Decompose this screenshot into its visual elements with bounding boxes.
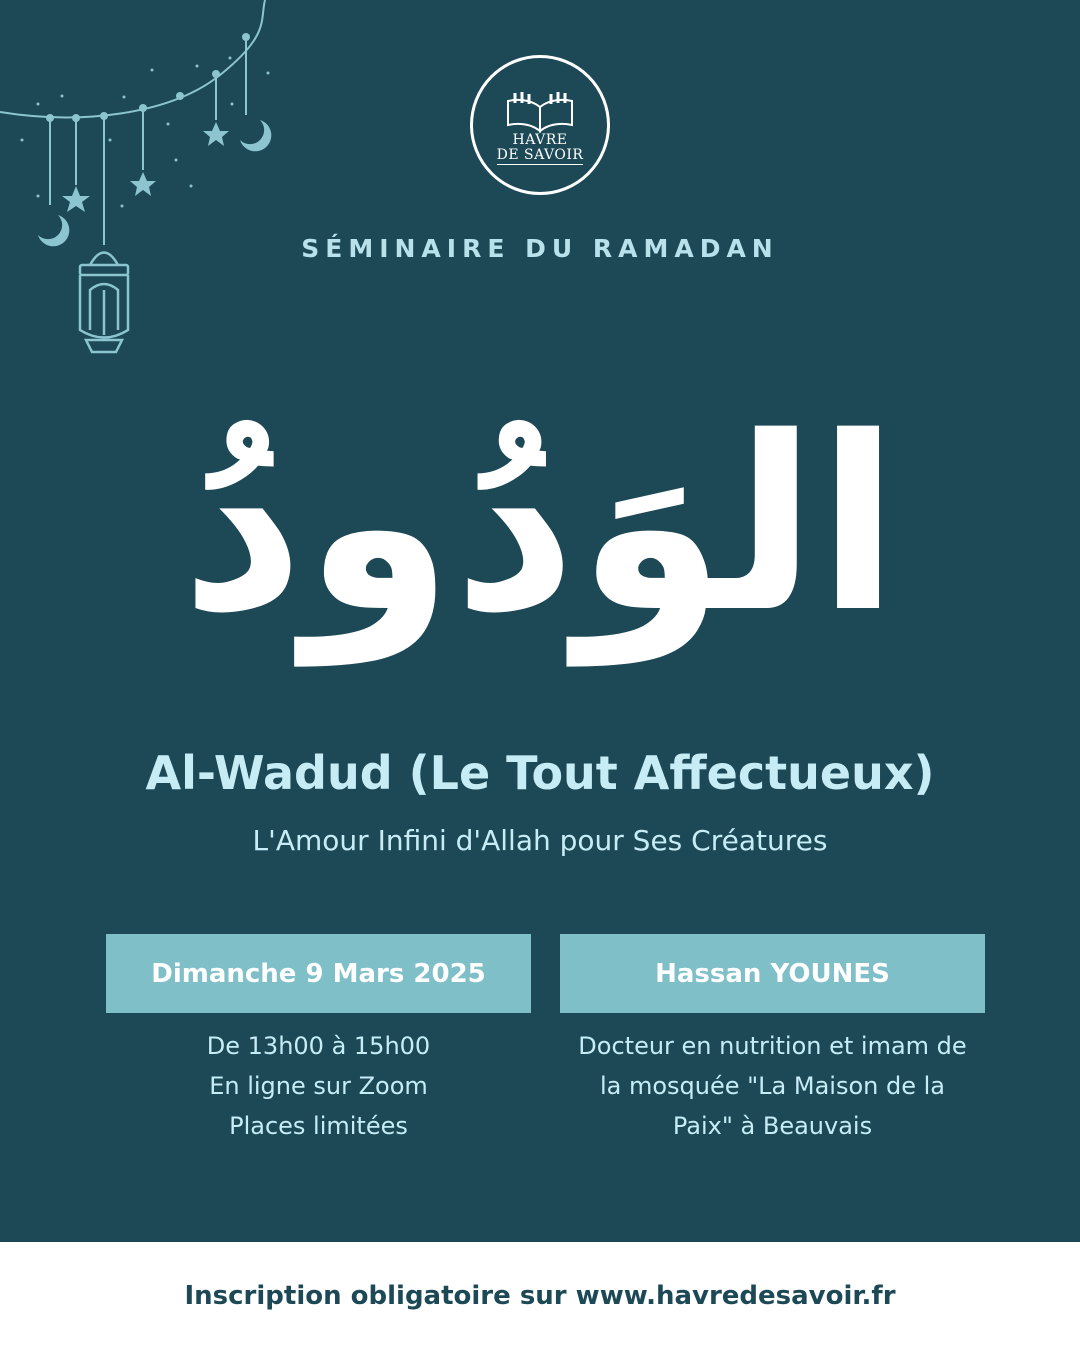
hanging-lantern-icon — [80, 253, 128, 353]
speaker-bio-line: la mosquée "La Maison de la — [599, 1072, 946, 1100]
speaker-bio-line: Paix" à Beauvais — [672, 1112, 873, 1140]
event-seats: Places limitées — [229, 1112, 408, 1140]
arabic-calligraphy — [0, 345, 1080, 705]
logo-line1: HAVRE — [512, 132, 568, 148]
event-details — [106, 1026, 531, 1146]
speaker-details — [560, 1026, 985, 1146]
star-icon — [62, 122, 229, 212]
registration-footer — [0, 1242, 1080, 1350]
ramadan-ornament-decoration — [0, 0, 300, 370]
seminar-kicker: SÉMINAIRE DU RAMADAN — [301, 234, 779, 263]
logo-line2: DE SAVOIR — [496, 147, 584, 163]
date-label: Dimanche 9 Mars 2025 — [151, 958, 486, 989]
event-time: De 13h00 à 15h00 — [206, 1032, 431, 1060]
page-subtitle: L'Amour Infini d'Allah pour Ses Créatures — [252, 824, 828, 857]
open-book-icon — [505, 91, 575, 133]
date-box — [106, 934, 531, 1013]
event-location: En ligne sur Zoom — [209, 1072, 428, 1100]
crescent-moon-icon — [38, 120, 271, 246]
logo-wordmark — [497, 133, 584, 165]
havre-de-savoir-logo — [470, 55, 610, 195]
speaker-box — [560, 934, 985, 1013]
page-title: Al-Wadud (Le Tout Affectueux) — [145, 746, 935, 800]
arabic-name-text: الوَدُودُ — [180, 385, 900, 665]
speaker-name: Hassan YOUNES — [655, 958, 890, 989]
speaker-bio-line: Docteur en nutrition et imam de — [578, 1032, 967, 1060]
registration-link[interactable]: Inscription obligatoire sur www.havredesavoir.fr — [184, 1281, 896, 1311]
